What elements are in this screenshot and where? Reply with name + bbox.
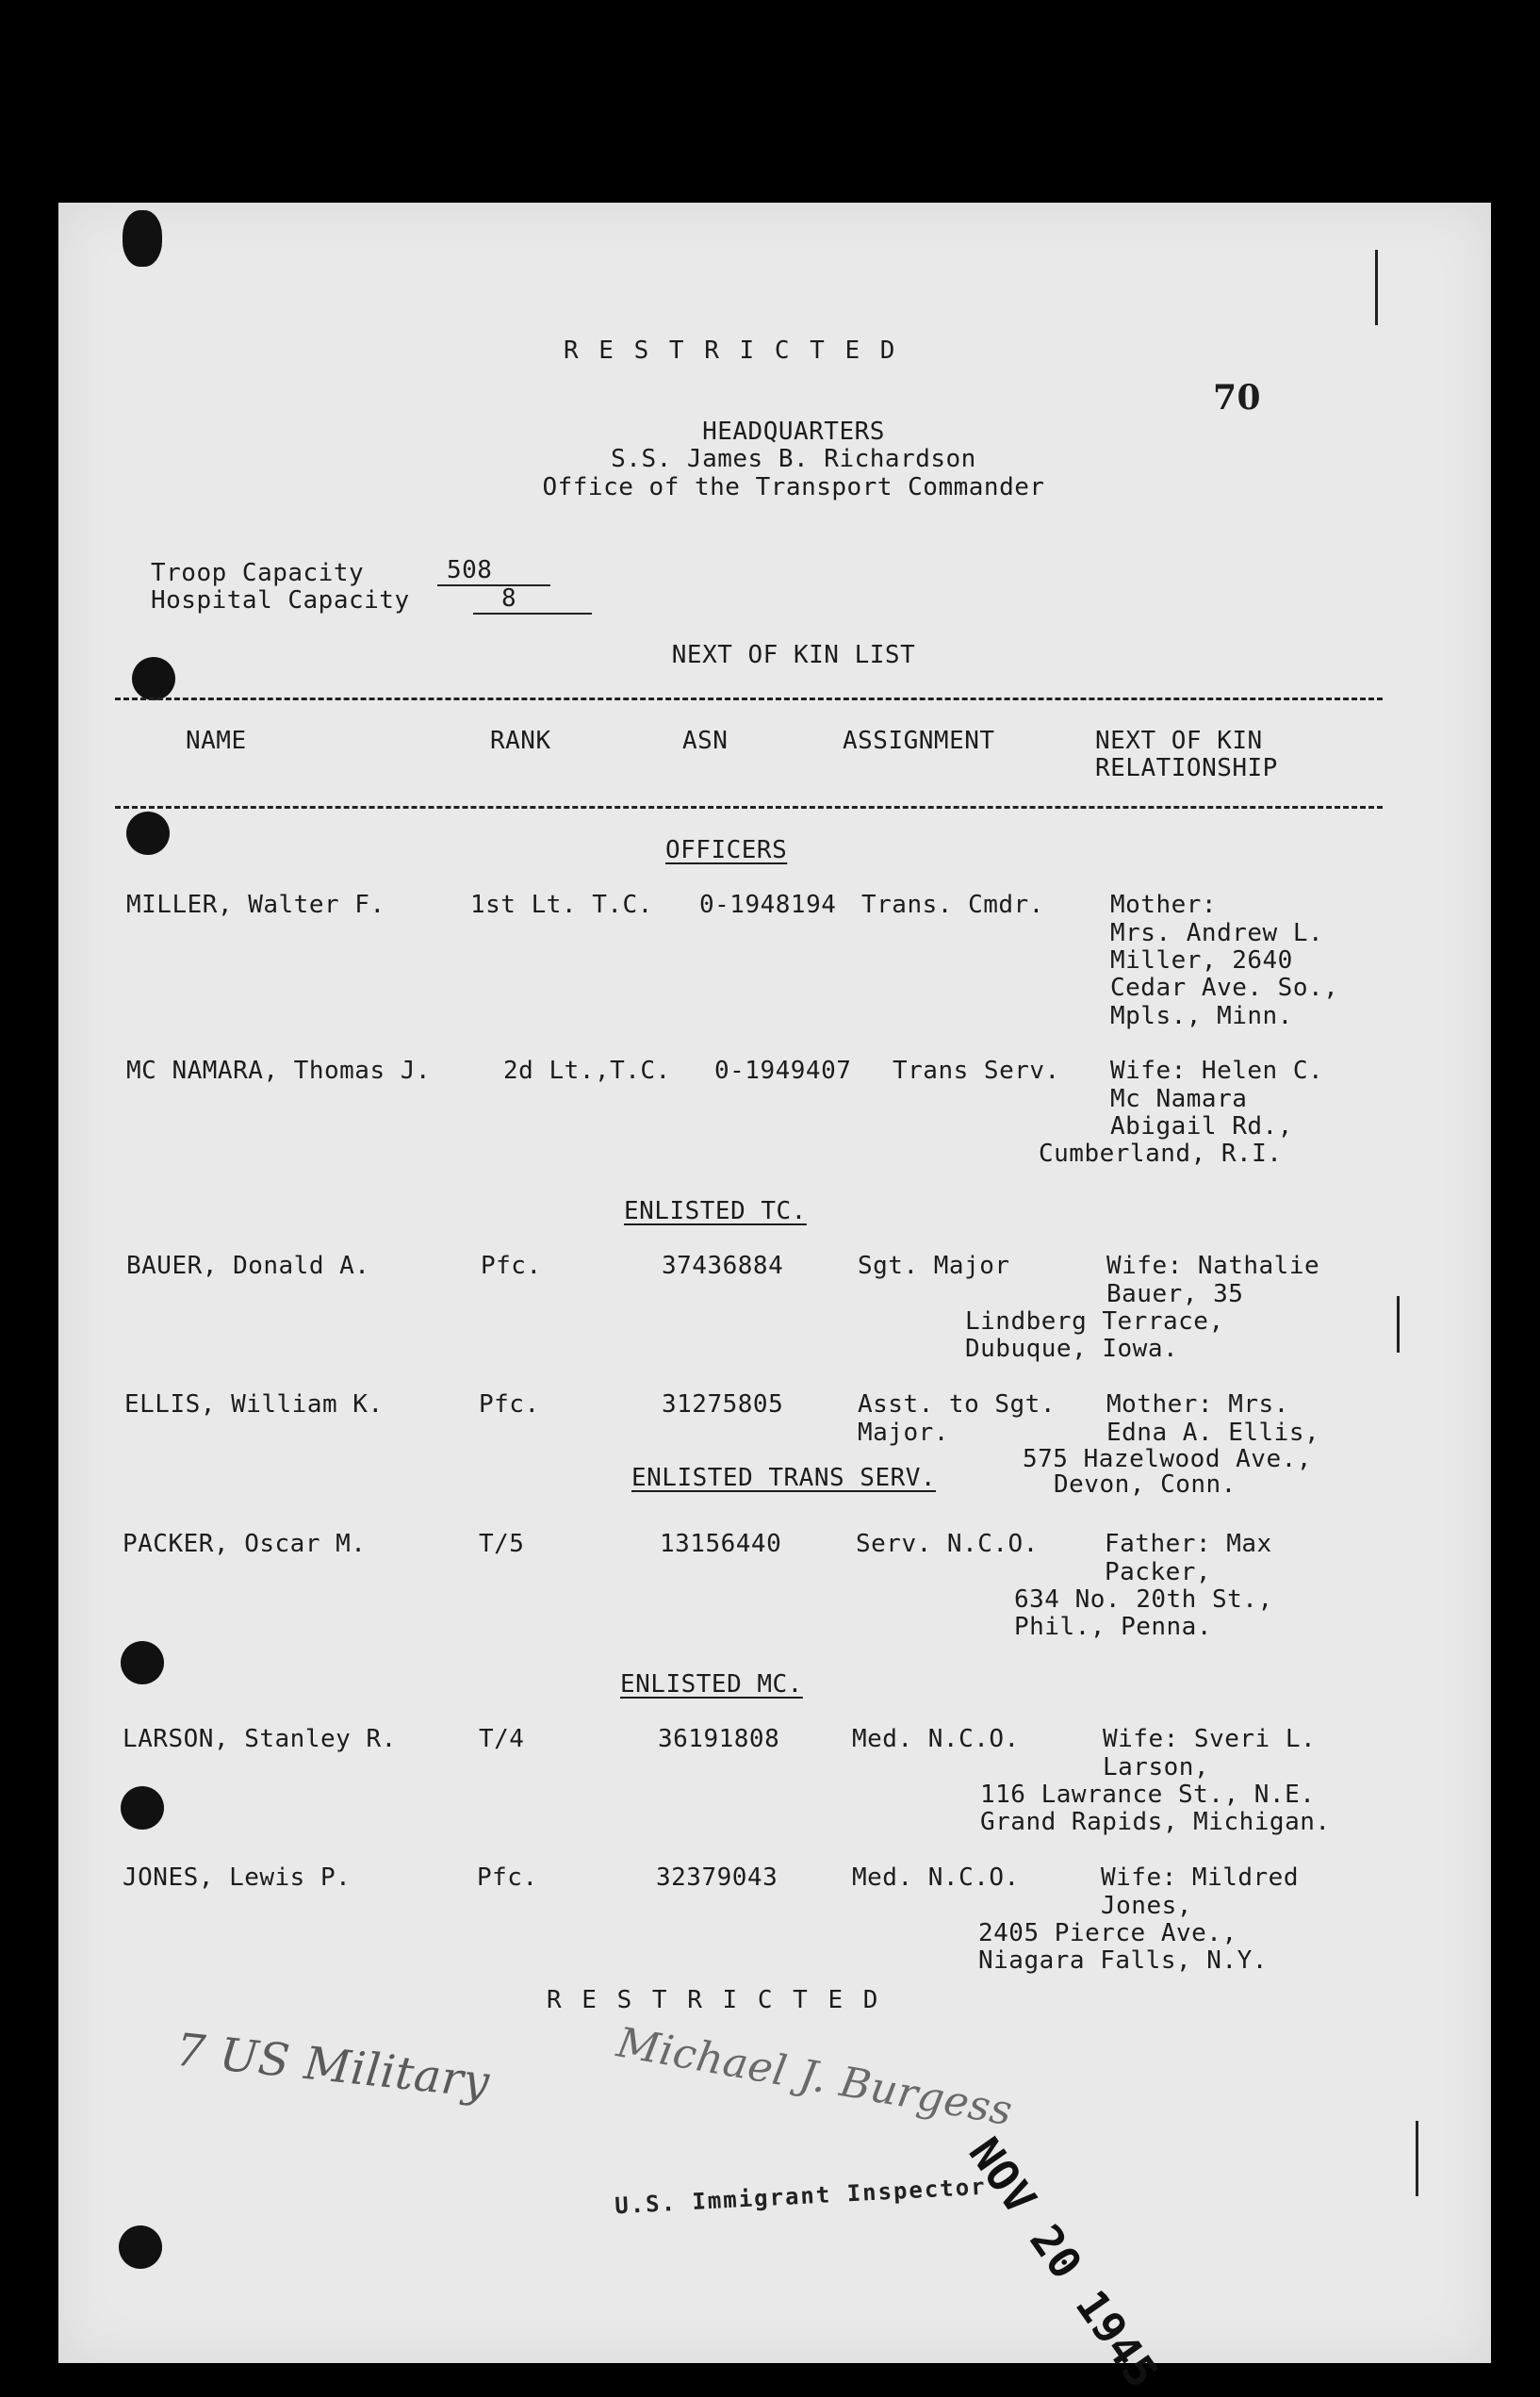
punch-hole — [132, 657, 175, 700]
row-rank: Pfc. — [477, 1863, 538, 1892]
inspector-stamp: U.S. Immigrant Inspector — [614, 2173, 988, 2220]
row-rank: T/5 — [479, 1530, 525, 1558]
troop-capacity-label: Troop Capacity — [151, 559, 365, 587]
divider — [115, 806, 1383, 809]
row-rank: Pfc. — [481, 1252, 542, 1280]
section-officers: OFFICERS — [665, 836, 788, 864]
signature: Michael J. Burgess — [613, 2018, 1016, 2136]
col-name: NAME — [186, 727, 247, 755]
row-assignment: Med. N.C.O. — [852, 1725, 1020, 1753]
row-kin: 2405 Pierce Ave., — [978, 1919, 1237, 1947]
document-page — [58, 203, 1491, 2397]
row-kin: Cumberland, R.I. — [1039, 1140, 1283, 1168]
row-name: LARSON, Stanley R. — [123, 1725, 397, 1753]
restricted-bottom: R E S T R I C T E D — [547, 1986, 881, 2014]
row-kin: Wife: Mildred — [1101, 1863, 1299, 1892]
row-kin: Phil., Penna. — [1014, 1613, 1212, 1641]
row-rank: T/4 — [479, 1725, 525, 1753]
header-ship: S.S. James B. Richardson — [611, 445, 976, 473]
row-kin: Grand Rapids, Michigan. — [980, 1808, 1331, 1836]
list-title: NEXT OF KIN LIST — [671, 641, 916, 669]
row-assignment: Med. N.C.O. — [852, 1863, 1020, 1892]
row-asn: 37436884 — [662, 1252, 784, 1280]
hospital-capacity-value: 8 — [473, 584, 592, 615]
row-assignment: Serv. N.C.O. — [856, 1530, 1039, 1558]
row-kin: Mother: Mrs. — [1106, 1390, 1289, 1419]
row-assignment: Trans Serv. — [893, 1057, 1060, 1085]
section-enlisted-tc: ENLISTED TC. — [624, 1197, 807, 1225]
page-number: 70 — [1213, 378, 1262, 418]
row-asn: 0-1948194 — [699, 891, 837, 919]
row-kin: Mother: — [1110, 891, 1218, 919]
handwritten-note: 7 US Military — [172, 2023, 493, 2110]
row-kin: 116 Lawrance St., N.E. — [980, 1781, 1316, 1809]
header-hq: HEADQUARTERS — [702, 418, 885, 446]
row-kin: Wife: Helen C. — [1110, 1057, 1324, 1085]
row-kin: Jones, — [1101, 1892, 1192, 1920]
row-kin: Packer, — [1105, 1558, 1212, 1586]
section-enlisted-trans-serv: ENLISTED TRANS SERV. — [631, 1464, 937, 1492]
hospital-capacity-label: Hospital Capacity — [151, 586, 410, 615]
row-kin: Devon, Conn. — [1054, 1470, 1237, 1499]
row-name: MC NAMARA, Thomas J. — [126, 1057, 432, 1085]
punch-hole — [126, 812, 170, 855]
row-kin: Cedar Ave. So., — [1110, 974, 1339, 1002]
row-assignment: Trans. Cmdr. — [861, 891, 1044, 919]
row-rank: Pfc. — [479, 1390, 540, 1419]
row-asn: 36191808 — [658, 1725, 780, 1753]
edge-mark — [1416, 2121, 1418, 2196]
row-asn: 32379043 — [656, 1863, 778, 1892]
edge-mark — [1375, 250, 1378, 325]
row-rank: 2d Lt.,T.C. — [503, 1057, 671, 1085]
row-kin: Miller, 2640 — [1110, 946, 1293, 975]
row-name: BAUER, Donald A. — [126, 1252, 370, 1280]
row-name: PACKER, Oscar M. — [123, 1530, 367, 1558]
row-kin: Mpls., Minn. — [1110, 1002, 1293, 1030]
row-kin: Wife: Nathalie — [1106, 1252, 1320, 1280]
row-kin: Larson, — [1103, 1753, 1210, 1781]
restricted-top: R E S T R I C T E D — [564, 337, 898, 365]
row-asn: 0-1949407 — [714, 1057, 852, 1085]
row-kin: Mc Namara — [1110, 1085, 1248, 1113]
row-rank: 1st Lt. T.C. — [470, 891, 653, 919]
punch-hole — [119, 2225, 162, 2269]
divider — [115, 698, 1383, 700]
troop-capacity-value: 508 — [437, 556, 550, 586]
row-assignment: Asst. to Sgt. — [858, 1390, 1056, 1419]
row-kin: Father: Max — [1105, 1530, 1272, 1558]
row-name: JONES, Lewis P. — [123, 1863, 352, 1892]
row-kin: Mrs. Andrew L. — [1110, 919, 1324, 947]
row-kin: Abigail Rd., — [1110, 1112, 1293, 1141]
row-assignment: Sgt. Major — [858, 1252, 1010, 1280]
col-relationship: RELATIONSHIP — [1095, 754, 1278, 782]
row-kin: 575 Hazelwood Ave., — [1023, 1445, 1312, 1473]
row-kin: Wife: Sveri L. — [1103, 1725, 1317, 1753]
col-kin: NEXT OF KIN — [1095, 727, 1263, 755]
date-stamp: NOV 20 1945 — [958, 2128, 1169, 2397]
row-name: MILLER, Walter F. — [126, 891, 385, 919]
edge-mark — [1397, 1296, 1400, 1353]
section-enlisted-mc: ENLISTED MC. — [620, 1670, 803, 1699]
punch-hole — [123, 210, 162, 267]
punch-hole — [121, 1641, 164, 1684]
header-office: Office of the Transport Commander — [542, 473, 1045, 501]
col-rank: RANK — [490, 727, 551, 755]
row-kin: Edna A. Ellis, — [1106, 1419, 1320, 1447]
row-kin: Niagara Falls, N.Y. — [978, 1946, 1268, 1975]
row-kin: Dubuque, Iowa. — [965, 1335, 1179, 1363]
row-name: ELLIS, William K. — [124, 1390, 384, 1419]
row-kin: Bauer, 35 — [1106, 1280, 1244, 1308]
row-assignment: Major. — [858, 1419, 949, 1447]
punch-hole — [121, 1786, 164, 1830]
col-assignment: ASSIGNMENT — [843, 727, 995, 755]
row-kin: 634 No. 20th St., — [1014, 1585, 1273, 1614]
col-asn: ASN — [682, 727, 729, 755]
row-asn: 31275805 — [662, 1390, 784, 1419]
row-asn: 13156440 — [660, 1530, 782, 1558]
row-kin: Lindberg Terrace, — [965, 1307, 1224, 1336]
